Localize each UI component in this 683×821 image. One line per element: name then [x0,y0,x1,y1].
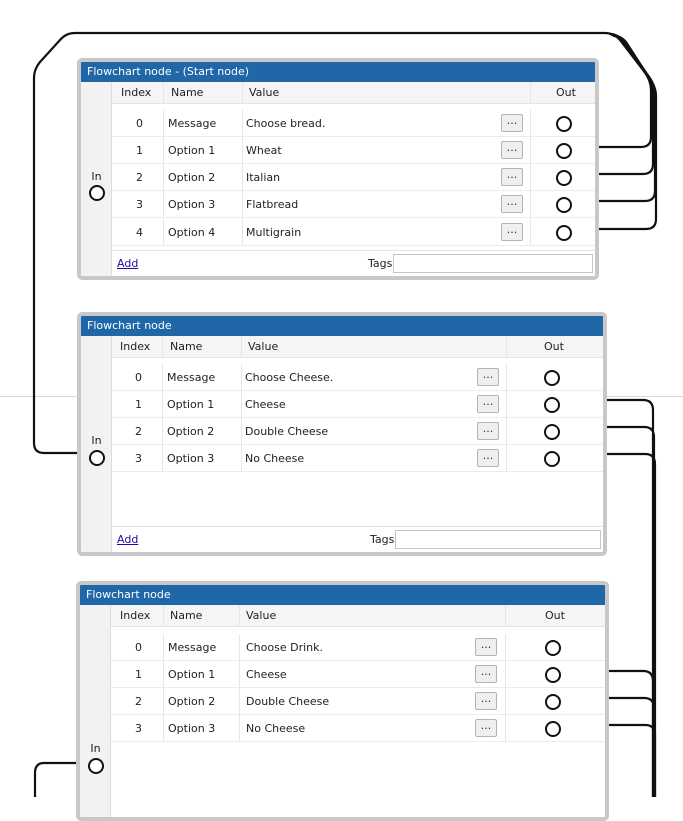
column-value: Value [248,340,279,353]
out-port[interactable] [556,197,572,213]
add-option-link[interactable]: Add [117,533,139,546]
table-header [111,605,605,627]
row-value[interactable]: Multigrain [246,226,302,239]
out-port[interactable] [544,451,560,467]
column-value: Value [246,609,277,622]
edit-value-button[interactable]: ... [501,141,523,159]
row-value[interactable]: Double Cheese [245,425,329,438]
edit-value-button[interactable]: ... [475,719,497,737]
row-name: Option 3 [167,452,215,465]
row-name: Option 2 [168,171,216,184]
in-port[interactable] [89,185,105,201]
row-index: 0 [135,641,142,654]
tags-label: Tags [368,257,393,270]
row-value[interactable]: No Cheese [246,722,306,735]
in-column [80,605,111,817]
edit-value-button[interactable]: ... [501,195,523,213]
row-name: Option 3 [168,722,216,735]
table-row[interactable] [112,445,603,472]
column-value: Value [249,86,280,99]
table-row[interactable] [111,715,605,742]
row-value[interactable]: Double Cheese [246,695,330,708]
edit-value-button[interactable]: ... [501,114,523,132]
row-name: Option 2 [167,425,215,438]
out-port[interactable] [545,667,561,683]
table-header [112,82,595,104]
out-port[interactable] [545,694,561,710]
edit-value-button[interactable]: ... [477,422,499,440]
column-index: Index [120,340,151,353]
edit-value-button[interactable]: ... [475,665,497,683]
column-index: Index [120,609,151,622]
row-value[interactable]: Flatbread [246,198,299,211]
tags-input[interactable] [395,530,601,549]
row-index: 2 [135,425,142,438]
column-name: Name [170,609,203,622]
table-header [112,336,603,358]
row-value[interactable]: Wheat [246,144,282,157]
node-title[interactable]: Flowchart node [81,316,603,336]
table-row[interactable] [112,110,595,137]
out-port[interactable] [556,170,572,186]
table-row[interactable] [111,661,605,688]
row-index: 0 [135,371,142,384]
column-out: Out [556,86,576,99]
column-name: Name [171,86,204,99]
row-name: Message [167,371,216,384]
row-name: Message [168,117,217,130]
edit-value-button[interactable]: ... [501,168,523,186]
row-index: 1 [135,398,142,411]
row-value[interactable]: Cheese [246,668,287,681]
column-out: Out [544,340,564,353]
in-port[interactable] [88,758,104,774]
tags-label: Tags [370,533,395,546]
flowchart-node-start[interactable] [77,58,599,280]
table-row[interactable] [112,391,603,418]
node-footer [112,526,603,552]
row-index: 3 [135,452,142,465]
row-index: 2 [136,171,143,184]
in-label: In [91,434,102,447]
out-port[interactable] [556,143,572,159]
in-label: In [91,170,102,183]
row-value[interactable]: Choose Cheese. [245,371,334,384]
flowchart-node-drink[interactable] [76,581,609,821]
in-label: In [90,742,101,755]
node-title[interactable]: Flowchart node [80,585,605,605]
tags-input[interactable] [393,254,593,273]
out-port[interactable] [545,721,561,737]
table-row[interactable] [112,164,595,191]
edit-value-button[interactable]: ... [477,449,499,467]
edit-value-button[interactable]: ... [475,692,497,710]
table-row[interactable] [112,219,595,246]
row-value[interactable]: Choose bread. [246,117,326,130]
column-name: Name [170,340,203,353]
add-option-link[interactable]: Add [117,257,139,270]
node-footer [112,250,595,276]
out-port[interactable] [556,225,572,241]
in-column [81,82,112,276]
in-column [81,336,112,552]
table-row[interactable] [112,191,595,218]
out-port[interactable] [544,397,560,413]
row-name: Option 3 [168,198,216,211]
column-out: Out [545,609,565,622]
edit-value-button[interactable]: ... [501,223,523,241]
edit-value-button[interactable]: ... [475,638,497,656]
row-index: 0 [136,117,143,130]
flowchart-node-cheese[interactable] [77,312,607,556]
row-index: 4 [136,226,143,239]
row-index: 2 [135,695,142,708]
node-title[interactable]: Flowchart node - (Start node) [81,62,595,82]
out-port[interactable] [544,370,560,386]
edit-value-button[interactable]: ... [477,368,499,386]
row-name: Option 1 [168,668,216,681]
row-index: 3 [136,198,143,211]
table-row[interactable] [112,364,603,391]
row-value[interactable]: Italian [246,171,281,184]
row-index: 1 [136,144,143,157]
edit-value-button[interactable]: ... [477,395,499,413]
out-port[interactable] [545,640,561,656]
out-port[interactable] [544,424,560,440]
row-index: 1 [135,668,142,681]
row-name: Option 4 [168,226,216,239]
row-value[interactable]: Cheese [245,398,286,411]
column-index: Index [121,86,152,99]
out-port[interactable] [556,116,572,132]
row-value[interactable]: No Cheese [245,452,305,465]
row-name: Option 1 [168,144,216,157]
table-row[interactable] [111,634,605,661]
row-name: Option 2 [168,695,216,708]
row-value[interactable]: Choose Drink. [246,641,323,654]
table-row[interactable] [112,418,603,445]
row-name: Option 1 [167,398,215,411]
table-row[interactable] [111,688,605,715]
in-port[interactable] [89,450,105,466]
row-index: 3 [135,722,142,735]
table-row[interactable] [112,137,595,164]
row-name: Message [168,641,217,654]
